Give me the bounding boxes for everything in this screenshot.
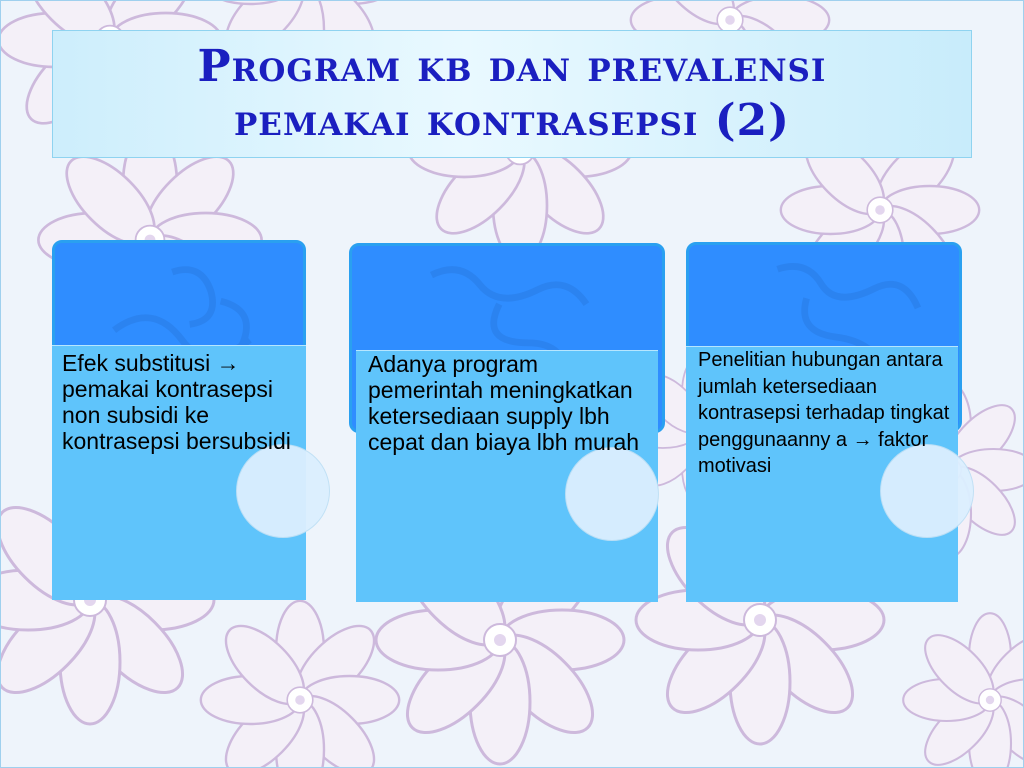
decorative-circle (236, 444, 330, 538)
card-2-text: Adanya program pemerintah meningkatkan ketersediaan supply lbh cepat dan biaya lbh murah (368, 351, 640, 455)
decorative-circle (565, 447, 659, 541)
slide-title (198, 40, 827, 148)
title-box (52, 30, 972, 158)
title-line-1: Program kb dan prevalensi (197, 41, 827, 92)
card-1-text: Efek substitusi → pemakai kontrasepsi non subsidi ke kontrasepsi bersubsidi (62, 350, 291, 454)
title-line-2: pemakai kontrasepsi (2) (234, 95, 790, 146)
card-3-body (686, 346, 958, 602)
card-3-text: Penelitian hubungan antara jumlah ketersediaan kontrasepsi terhadap tingkat penggunaanny a → faktor motivasi (698, 349, 950, 477)
